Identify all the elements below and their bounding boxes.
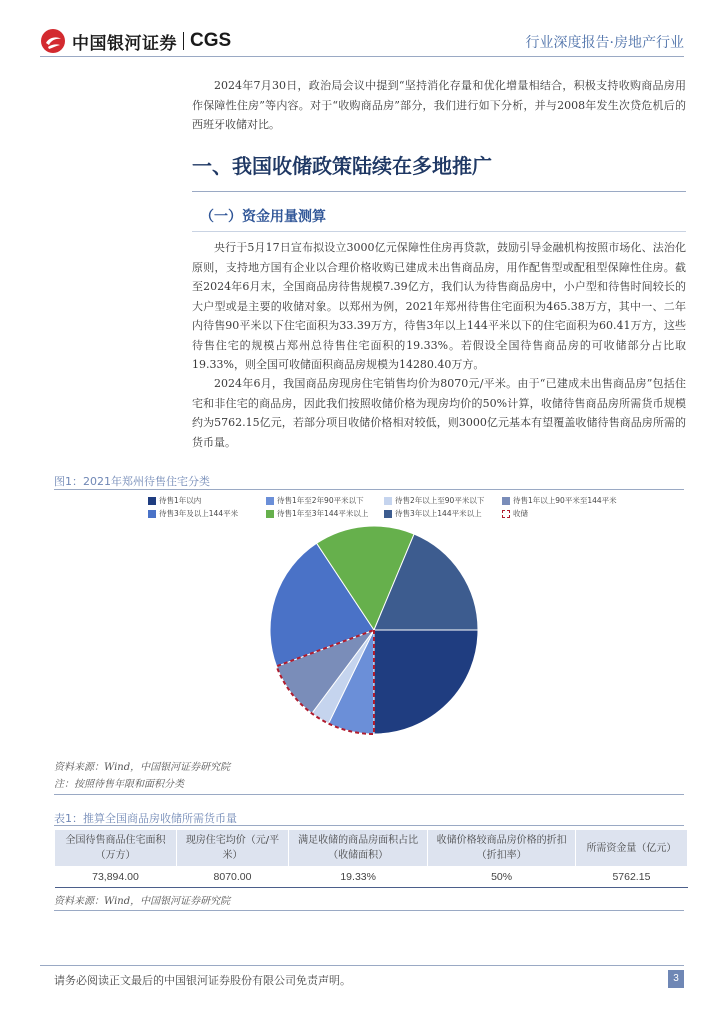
legend-item <box>266 508 368 519</box>
table-header-cell: 满足收储的商品房面积占比（收储面积） <box>289 830 428 867</box>
table-header-cell: 全国待售商品住宅面积（万方） <box>55 830 177 867</box>
figure-note: 注：按照待售年限和面积分类 <box>54 779 184 790</box>
legend-label: 待售1年以内 <box>159 496 202 505</box>
legend-label: 待售2年以上至90平米以下 <box>395 496 485 505</box>
subsection-divider <box>192 231 686 232</box>
logo-chinese-name: 中国银河证券 <box>72 33 177 54</box>
legend-swatch <box>384 510 392 518</box>
table-top-divider <box>54 825 684 826</box>
table-header-row <box>55 830 688 867</box>
figure-top-divider <box>54 489 684 490</box>
figure-title: 图1：2021年郑州待售住宅分类 <box>54 475 210 488</box>
table-row <box>55 867 688 888</box>
pie-chart <box>266 522 482 738</box>
table-cell: 19.33% <box>289 867 428 888</box>
intro-paragraph: 2024年7月30日，政治局会议中提到“坚持消化存量和优化增量相结合，积极支持收购商品房用作保障性住房”等内容。对于“收购商品房”部分，我们进行如下分析，并与2008年发生次贷危机后的西班牙收储对比。 <box>192 79 686 131</box>
page-number: 3 <box>668 970 684 988</box>
table-bottom-divider <box>54 910 684 911</box>
legend-label: 待售3年及以上144平米 <box>159 509 239 518</box>
legend-label: 待售1年至3年144平米以上 <box>277 509 369 518</box>
legend-label: 待售3年以上144平米以上 <box>395 509 482 518</box>
legend-item <box>384 508 482 519</box>
table-header-cell: 现房住宅均价（元/平米） <box>176 830 288 867</box>
section-title: 一、我国收储政策陆续在多地推广 <box>192 154 492 178</box>
legend-item <box>266 495 364 506</box>
pie-slice <box>374 630 478 734</box>
legend-item <box>148 508 238 519</box>
legend-label: 收储 <box>513 509 528 518</box>
body-paragraph-price: 2024年6月，我国商品房现房住宅销售均价为8070元/平米。由于“已建成未出售商品房”包括住宅和非住宅的商品房，因此我们按照收储价格为现房均价的50%计算，收储待售商品房所需货币规模约为5762.15亿元，若部分项目收储价格相对较低，则3000亿元基本有望覆盖收储待售商品房所需的货币量。 <box>192 377 686 449</box>
subsection-title: （一）资金用量测算 <box>200 209 326 225</box>
legend-label: 待售1年以上90平米至144平米 <box>513 496 617 505</box>
legend-swatch <box>148 510 156 518</box>
table-cell: 5762.15 <box>575 867 687 888</box>
header-divider <box>40 56 684 57</box>
table-cell: 73,894.00 <box>55 867 177 888</box>
logo-english-name: CGS <box>190 30 232 51</box>
report-category: 行业深度报告·房地产行业 <box>525 35 684 51</box>
logo-separator <box>183 32 184 50</box>
cgs-logo-icon <box>40 28 66 54</box>
page-header <box>0 0 724 60</box>
legend-label: 待售1年至2年90平米以下 <box>277 496 364 505</box>
legend-swatch <box>266 510 274 518</box>
body-paragraph-funding: 央行于5月17日宣布拟设立3000亿元保障性住房再贷款，鼓励引导金融机构按照市场化、法治化原则，支持地方国有企业以合理价格收购已建成未出售商品房，用作配售型或配租型保障性住房。截至2024年6月末，全国商品房待售规模7.39亿方，我们认为待售商品房中，小户型和待售时间较长的大户型或是主要的收储对象。以郑州为例，2021年郑州待售住宅面积为465.38万方，其中一、二年内待售90平米以下住宅面积为33.39万方，待售3年以上144平米以下的住宅面积为60.41万方，这些待售住宅的规模占郑州总待售住宅面积的19.33%。若假设全国待售商品房的可收储部分占比取19.33%，则全国可收储面积商品房规模为14280.40万方。 <box>192 241 686 371</box>
table-header-cell: 收储价格较商品房价格的折扣（折扣率） <box>428 830 576 867</box>
legend-swatch <box>148 497 156 505</box>
legend-swatch <box>384 497 392 505</box>
legend-swatch-dashed <box>502 510 510 518</box>
table-source: 资料来源：Wind，中国银河证券研究院 <box>54 896 231 907</box>
legend-item <box>384 495 484 506</box>
legend-item <box>148 495 201 506</box>
table-header-cell: 所需资金量（亿元） <box>575 830 687 867</box>
table-cell: 8070.00 <box>176 867 288 888</box>
figure-source: 资料来源：Wind，中国银河证券研究院 <box>54 762 231 773</box>
legend-item <box>502 508 528 519</box>
section-divider <box>192 191 686 192</box>
legend-item <box>502 495 617 506</box>
table-cell: 50% <box>428 867 576 888</box>
figure-bottom-divider <box>54 794 684 795</box>
legend-swatch <box>266 497 274 505</box>
estimate-table <box>54 829 688 888</box>
legend-swatch <box>502 497 510 505</box>
footer-disclaimer: 请务必阅读正文最后的中国银河证券股份有限公司免责声明。 <box>54 974 351 987</box>
footer-divider <box>40 965 684 966</box>
brand-logo <box>40 28 231 54</box>
table-title: 表1：推算全国商品房收储所需货币量 <box>54 812 237 825</box>
